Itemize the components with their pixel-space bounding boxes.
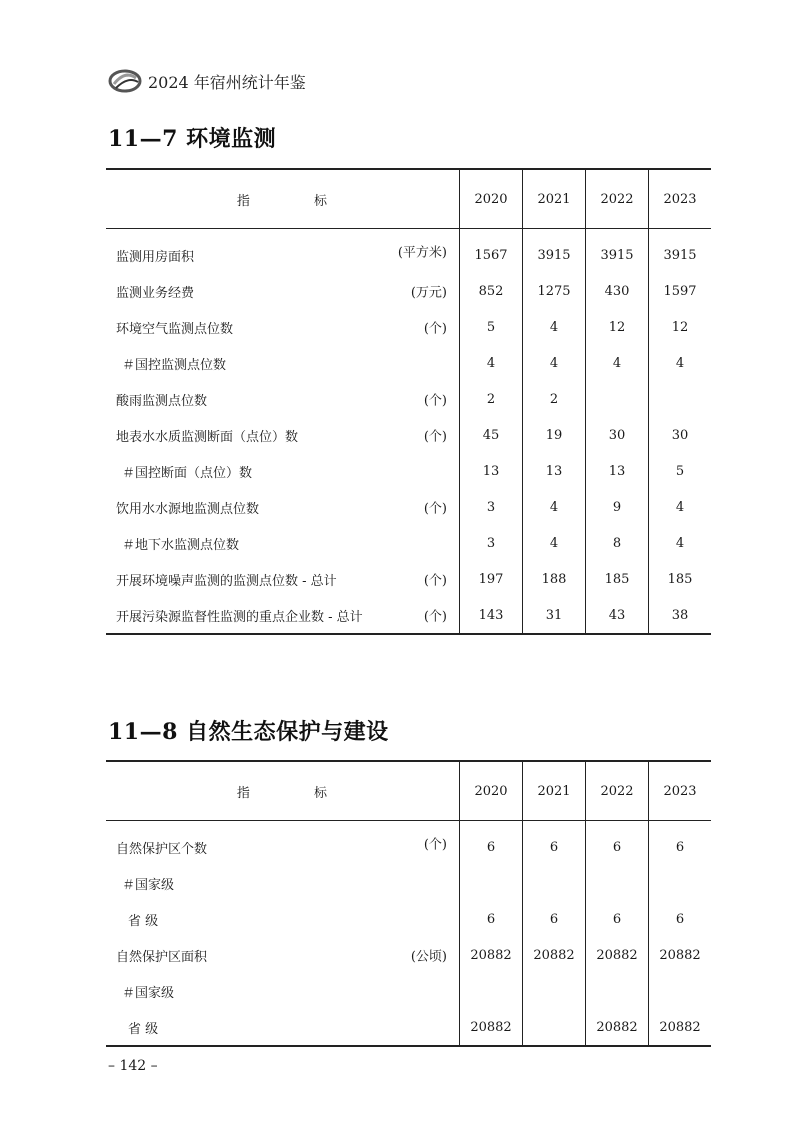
indicator-name: 开展环境噪声监测的监测点位数 - 总计 bbox=[116, 573, 337, 589]
table-row bbox=[106, 973, 711, 1009]
value-cell: 430 bbox=[586, 273, 649, 309]
value-cell: 1597 bbox=[649, 273, 712, 309]
table-row bbox=[106, 525, 711, 561]
environment-monitoring-table bbox=[106, 168, 711, 635]
indicator-unit: (平方米) bbox=[397, 245, 447, 261]
row-label-cell bbox=[106, 345, 460, 381]
value-cell bbox=[523, 1009, 586, 1046]
year-header: 2022 bbox=[586, 169, 649, 229]
table-row bbox=[106, 1009, 711, 1046]
value-cell: 9 bbox=[586, 489, 649, 525]
table-body bbox=[106, 821, 711, 1047]
row-label-cell bbox=[106, 937, 460, 973]
indicator-name: ＃国家级 bbox=[122, 877, 175, 893]
value-cell: 852 bbox=[460, 273, 523, 309]
indicator-unit: (公顷) bbox=[410, 949, 447, 965]
table-row bbox=[106, 937, 711, 973]
page-number: – 142 – bbox=[108, 1058, 158, 1074]
indicator-name: 环境空气监测点位数 bbox=[116, 321, 234, 337]
indicator-name: 省 级 bbox=[128, 913, 159, 929]
indicator-name: ＃国家级 bbox=[122, 985, 175, 1001]
year-header: 2020 bbox=[460, 169, 523, 229]
table-row bbox=[106, 821, 711, 866]
running-header bbox=[108, 66, 306, 96]
row-label-cell bbox=[106, 865, 460, 901]
value-cell: 8 bbox=[586, 525, 649, 561]
value-cell bbox=[523, 973, 586, 1009]
value-cell: 3915 bbox=[523, 229, 586, 274]
value-cell: 6 bbox=[649, 901, 712, 937]
indicator-unit: (个) bbox=[423, 573, 447, 589]
value-cell: 185 bbox=[649, 561, 712, 597]
value-cell: 6 bbox=[460, 901, 523, 937]
table-row bbox=[106, 453, 711, 489]
value-cell: 12 bbox=[586, 309, 649, 345]
value-cell: 3915 bbox=[586, 229, 649, 274]
table-row bbox=[106, 561, 711, 597]
indicator-name: 开展污染源监督性监测的重点企业数 - 总计 bbox=[116, 609, 363, 625]
table-row bbox=[106, 309, 711, 345]
section-title-nature-conservation: 11—8 自然生态保护与建设 bbox=[108, 719, 389, 745]
indicator-name: 地表水水质监测断面（点位）数 bbox=[116, 429, 299, 445]
table-row bbox=[106, 901, 711, 937]
row-label-cell bbox=[106, 381, 460, 417]
value-cell: 188 bbox=[523, 561, 586, 597]
indicator-header: 指 标 bbox=[106, 761, 460, 821]
value-cell: 4 bbox=[523, 525, 586, 561]
section-title-environment-monitoring: 11—7 环境监测 bbox=[108, 126, 277, 152]
value-cell: 6 bbox=[523, 901, 586, 937]
value-cell: 143 bbox=[460, 597, 523, 634]
indicator-name: 自然保护区个数 bbox=[116, 841, 208, 857]
indicator-name: 监测业务经费 bbox=[116, 285, 195, 301]
year-header: 2023 bbox=[649, 169, 712, 229]
value-cell: 2 bbox=[523, 381, 586, 417]
value-cell: 30 bbox=[649, 417, 712, 453]
indicator-unit: (个) bbox=[423, 321, 447, 337]
row-label-cell bbox=[106, 453, 460, 489]
row-label-cell bbox=[106, 901, 460, 937]
row-label-cell bbox=[106, 417, 460, 453]
value-cell: 4 bbox=[649, 345, 712, 381]
value-cell: 20882 bbox=[649, 937, 712, 973]
value-cell: 43 bbox=[586, 597, 649, 634]
value-cell: 13 bbox=[523, 453, 586, 489]
value-cell: 19 bbox=[523, 417, 586, 453]
value-cell: 1567 bbox=[460, 229, 523, 274]
value-cell: 20882 bbox=[523, 937, 586, 973]
row-label-cell bbox=[106, 525, 460, 561]
value-cell: 5 bbox=[649, 453, 712, 489]
indicator-name: 自然保护区面积 bbox=[116, 949, 208, 965]
value-cell: 4 bbox=[523, 345, 586, 381]
table-row bbox=[106, 489, 711, 525]
table-row bbox=[106, 381, 711, 417]
value-cell: 20882 bbox=[586, 937, 649, 973]
value-cell bbox=[523, 865, 586, 901]
value-cell bbox=[460, 973, 523, 1009]
table-row bbox=[106, 345, 711, 381]
value-cell: 5 bbox=[460, 309, 523, 345]
value-cell: 4 bbox=[523, 309, 586, 345]
year-header: 2023 bbox=[649, 761, 712, 821]
value-cell: 20882 bbox=[649, 1009, 712, 1046]
year-header: 2021 bbox=[523, 761, 586, 821]
indicator-unit: (个) bbox=[423, 393, 447, 409]
indicator-name: ＃地下水监测点位数 bbox=[122, 537, 240, 553]
table-body bbox=[106, 229, 711, 635]
value-cell: 12 bbox=[649, 309, 712, 345]
indicator-header: 指 标 bbox=[106, 169, 460, 229]
nature-conservation-table bbox=[106, 760, 711, 1047]
value-cell bbox=[460, 865, 523, 901]
value-cell: 30 bbox=[586, 417, 649, 453]
indicator-unit: (个) bbox=[423, 837, 447, 853]
yearbook-logo-icon bbox=[108, 68, 142, 94]
table-row bbox=[106, 229, 711, 274]
running-header-title: 2024 年宿州统计年鉴 bbox=[148, 72, 306, 92]
value-cell: 2 bbox=[460, 381, 523, 417]
table-header-row bbox=[106, 761, 711, 821]
value-cell: 3 bbox=[460, 489, 523, 525]
value-cell: 6 bbox=[649, 821, 712, 866]
value-cell bbox=[586, 865, 649, 901]
value-cell bbox=[649, 865, 712, 901]
value-cell: 197 bbox=[460, 561, 523, 597]
indicator-name: 酸雨监测点位数 bbox=[116, 393, 208, 409]
indicator-unit: (万元) bbox=[410, 285, 447, 301]
indicator-name: 饮用水水源地监测点位数 bbox=[116, 501, 260, 517]
value-cell bbox=[649, 973, 712, 1009]
table-row bbox=[106, 273, 711, 309]
row-label-cell bbox=[106, 561, 460, 597]
row-label-cell bbox=[106, 973, 460, 1009]
year-header: 2020 bbox=[460, 761, 523, 821]
year-header: 2022 bbox=[586, 761, 649, 821]
value-cell: 13 bbox=[586, 453, 649, 489]
value-cell: 4 bbox=[460, 345, 523, 381]
value-cell: 13 bbox=[460, 453, 523, 489]
value-cell bbox=[586, 973, 649, 1009]
indicator-name: ＃国控断面（点位）数 bbox=[122, 465, 253, 481]
indicator-unit: (个) bbox=[423, 429, 447, 445]
value-cell: 38 bbox=[649, 597, 712, 634]
value-cell: 20882 bbox=[460, 937, 523, 973]
row-label-cell bbox=[106, 489, 460, 525]
value-cell: 185 bbox=[586, 561, 649, 597]
indicator-unit: (个) bbox=[423, 501, 447, 517]
value-cell bbox=[649, 381, 712, 417]
value-cell: 31 bbox=[523, 597, 586, 634]
value-cell: 4 bbox=[523, 489, 586, 525]
value-cell: 20882 bbox=[586, 1009, 649, 1046]
value-cell: 4 bbox=[649, 525, 712, 561]
value-cell: 45 bbox=[460, 417, 523, 453]
indicator-name: ＃国控监测点位数 bbox=[122, 357, 227, 373]
value-cell: 4 bbox=[586, 345, 649, 381]
row-label-cell bbox=[106, 273, 460, 309]
value-cell: 3 bbox=[460, 525, 523, 561]
value-cell: 3915 bbox=[649, 229, 712, 274]
row-label-cell bbox=[106, 597, 460, 634]
year-header: 2021 bbox=[523, 169, 586, 229]
value-cell bbox=[586, 381, 649, 417]
value-cell: 6 bbox=[586, 821, 649, 866]
value-cell: 6 bbox=[523, 821, 586, 866]
table-row bbox=[106, 417, 711, 453]
value-cell: 6 bbox=[460, 821, 523, 866]
value-cell: 6 bbox=[586, 901, 649, 937]
row-label-cell bbox=[106, 309, 460, 345]
row-label-cell bbox=[106, 821, 460, 866]
value-cell: 4 bbox=[649, 489, 712, 525]
value-cell: 20882 bbox=[460, 1009, 523, 1046]
indicator-name: 省 级 bbox=[128, 1021, 159, 1037]
indicator-unit: (个) bbox=[423, 609, 447, 625]
indicator-name: 监测用房面积 bbox=[116, 249, 195, 265]
row-label-cell bbox=[106, 229, 460, 274]
table-header-row bbox=[106, 169, 711, 229]
table-row bbox=[106, 865, 711, 901]
table-row bbox=[106, 597, 711, 634]
value-cell: 1275 bbox=[523, 273, 586, 309]
row-label-cell bbox=[106, 1009, 460, 1046]
